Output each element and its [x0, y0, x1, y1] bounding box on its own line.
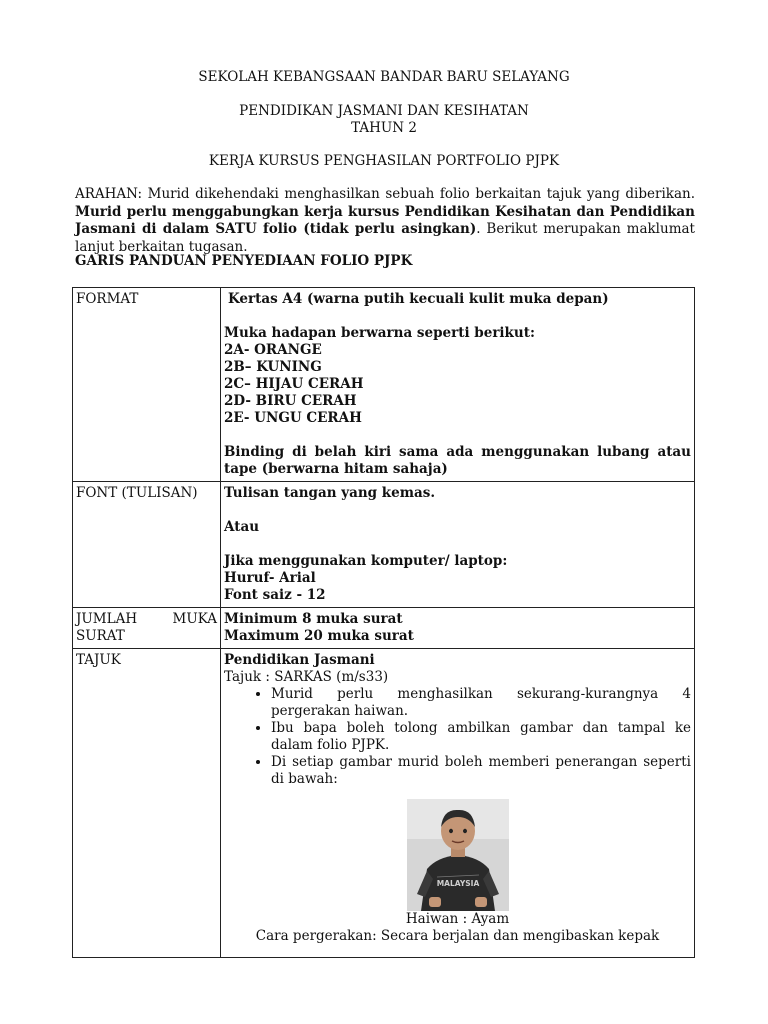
instruction-paragraph: [75, 186, 695, 256]
tajuk-title: Pendidikan Jasmani: [224, 652, 375, 668]
guideline-table: [72, 287, 695, 958]
label-text: JUMLAH: [76, 611, 138, 627]
cover-color-item: 2A- ORANGE: [224, 342, 322, 358]
table-row: [73, 482, 695, 608]
project-title: KERJA KURSUS PENGHASILAN PORTFOLIO PJPK: [208, 153, 560, 169]
shirt-text: MALAYSIA: [436, 879, 479, 888]
cover-color-item: 2B– KUNING: [224, 359, 322, 375]
label-text: SURAT: [76, 628, 125, 644]
cover-intro-text: Muka hadapan berwarna seperti berikut:: [224, 325, 535, 341]
row-content-font: [221, 482, 695, 608]
row-label-format: [73, 288, 221, 482]
photo-caption-animal: Haiwan : Ayam: [405, 911, 510, 927]
font-line: Tulisan tangan yang kemas.: [224, 485, 436, 501]
tajuk-subtitle: Tajuk : SARKAS (m/s33): [224, 669, 389, 685]
photo-caption-movement: Cara pergerakan: Secara berjalan dan mengibaskan kepak: [255, 928, 660, 944]
row-content-pages: [221, 608, 695, 649]
table-row: [73, 288, 695, 482]
font-line: Atau: [224, 519, 260, 535]
cover-color-item: 2C– HIJAU CERAH: [224, 376, 364, 392]
binding-text: Binding di belah kiri sama ada menggunakan lubang atau tape (berwarna hitam sahaja): [224, 444, 691, 477]
section-title: GARIS PANDUAN PENYEDIAAN FOLIO PJPK: [75, 253, 413, 269]
table-row: [73, 649, 695, 958]
font-line: Huruf- Arial: [224, 570, 316, 586]
list-item: • Ibu bapa boleh tolong ambilkan gambar dan tampal ke dalam folio PJPK.: [271, 720, 691, 754]
label-text: MUKA: [172, 611, 217, 627]
row-label-pages: [73, 608, 221, 649]
table-row: [73, 608, 695, 649]
child-photo: [407, 799, 509, 911]
pages-min: Minimum 8 muka surat: [224, 611, 403, 627]
label-text: TAJUK: [76, 652, 121, 668]
list-item: • Di setiap gambar murid boleh memberi penerangan seperti di bawah:: [271, 754, 691, 788]
paper-text: Kertas A4 (warna putih kecuali kulit muka depan): [228, 291, 609, 307]
row-label-tajuk: [73, 649, 221, 958]
instruction-text-3: . Berikut merupakan maklumat lanjut berkaitan tugasan.: [75, 221, 695, 255]
instruction-list: [224, 686, 691, 788]
label-text: FORMAT: [76, 291, 139, 307]
year-title: TAHUN 2: [351, 120, 417, 136]
instruction-text-1: ARAHAN: Murid dikehendaki menghasilkan sebuah folio berkaitan tajuk yang diberikan.: [75, 186, 695, 202]
font-line: Jika menggunakan komputer/ laptop:: [224, 553, 508, 569]
instruction-text-bold: Murid perlu menggabungkan kerja kursus Pendidikan Kesihatan dan Pendidikan Jasmani di dalam SATU folio (tidak perlu asingkan): [75, 203, 695, 237]
cover-color-item: 2D- BIRU CERAH: [224, 393, 357, 409]
list-item: • Murid perlu menghasilkan sekurang-kurangnya 4 pergerakan haiwan.: [271, 686, 691, 720]
row-label-font: [73, 482, 221, 608]
pages-max: Maximum 20 muka surat: [224, 628, 414, 644]
subject-title: PENDIDIKAN JASMANI DAN KESIHATAN: [239, 103, 529, 119]
font-line: Font saiz - 12: [224, 587, 326, 603]
label-text: FONT (TULISAN): [76, 485, 198, 501]
row-content-tajuk: [221, 649, 695, 958]
school-name: SEKOLAH KEBANGSAAN BANDAR BARU SELAYANG: [198, 69, 570, 85]
cover-color-item: 2E- UNGU CERAH: [224, 410, 362, 426]
row-content-format: [221, 288, 695, 482]
